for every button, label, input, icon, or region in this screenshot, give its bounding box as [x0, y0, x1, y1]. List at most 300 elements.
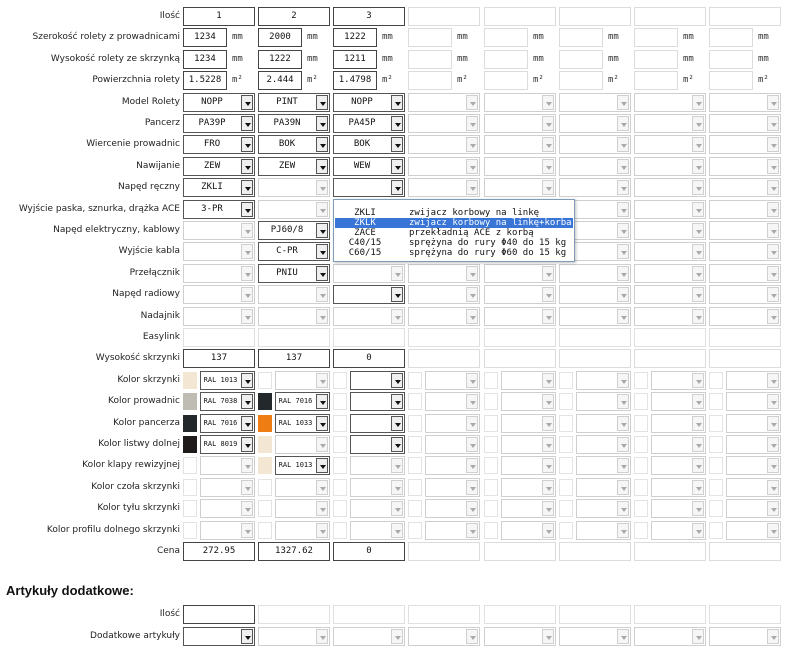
model-select[interactable] [709, 93, 781, 112]
chevron-down-icon[interactable] [391, 629, 403, 644]
height-input[interactable] [408, 50, 452, 69]
extras-articles-select[interactable] [258, 627, 330, 646]
extras-articles-select[interactable] [559, 627, 631, 646]
chevron-down-icon[interactable] [692, 394, 704, 409]
model-select[interactable] [634, 93, 706, 112]
kolor_pancerza-select[interactable] [425, 414, 480, 433]
naped-reczny-dropdown-list[interactable] [333, 199, 575, 262]
chevron-down-icon[interactable] [692, 480, 704, 495]
chevron-down-icon[interactable] [692, 95, 704, 110]
chevron-down-icon[interactable] [617, 437, 629, 452]
kolor_klapy-select[interactable] [501, 456, 556, 475]
chevron-down-icon[interactable] [617, 159, 629, 174]
extras-qty-input[interactable] [183, 605, 255, 624]
chevron-down-icon[interactable] [241, 480, 253, 495]
pancerz-select[interactable] [258, 114, 330, 133]
chevron-down-icon[interactable] [542, 501, 554, 516]
qty-input[interactable]: 2 [258, 7, 330, 26]
kolor_skrzynki-select[interactable] [425, 371, 480, 390]
chevron-down-icon[interactable] [316, 202, 328, 217]
width-input[interactable]: 2000 [258, 28, 302, 47]
kolor_listwy-select[interactable] [200, 435, 255, 454]
chevron-down-icon[interactable] [617, 180, 629, 195]
qty-input[interactable] [634, 7, 706, 26]
chevron-down-icon[interactable] [692, 523, 704, 538]
box-height-input[interactable] [408, 349, 480, 368]
chevron-down-icon[interactable] [241, 501, 253, 516]
height-input[interactable] [634, 50, 678, 69]
wyjscie_paska-select[interactable] [258, 200, 330, 219]
wiercenie-select[interactable] [183, 135, 255, 154]
chevron-down-icon[interactable] [692, 287, 704, 302]
chevron-down-icon[interactable] [241, 180, 253, 195]
przelacznik-select[interactable] [709, 264, 781, 283]
model-select[interactable] [559, 93, 631, 112]
chevron-down-icon[interactable] [241, 266, 253, 281]
kolor_tylu-select[interactable] [576, 499, 631, 518]
nadajnik-select[interactable] [183, 307, 255, 326]
kolor_profilu-select[interactable] [275, 521, 330, 540]
chevron-down-icon[interactable] [391, 159, 403, 174]
wyjscie_kabla-select[interactable] [709, 242, 781, 261]
nawijanie-select[interactable] [333, 157, 405, 176]
chevron-down-icon[interactable] [617, 95, 629, 110]
wyjscie_paska-select[interactable] [183, 200, 255, 219]
nadajnik-select[interactable] [333, 307, 405, 326]
wiercenie-select[interactable] [258, 135, 330, 154]
naped_reczny-select[interactable] [634, 178, 706, 197]
wiercenie-select[interactable] [333, 135, 405, 154]
chevron-down-icon[interactable] [466, 394, 478, 409]
kolor_prowadnic-select[interactable] [350, 392, 405, 411]
chevron-down-icon[interactable] [466, 416, 478, 431]
nawijanie-select[interactable] [258, 157, 330, 176]
width-input[interactable]: 1222 [333, 28, 377, 47]
kolor_skrzynki-select[interactable] [275, 371, 330, 390]
chevron-down-icon[interactable] [542, 159, 554, 174]
qty-input[interactable] [484, 7, 556, 26]
chevron-down-icon[interactable] [542, 287, 554, 302]
naped_reczny-select[interactable] [408, 178, 480, 197]
naped_elektryczny-select[interactable] [709, 221, 781, 240]
qty-input[interactable]: 3 [333, 7, 405, 26]
chevron-down-icon[interactable] [466, 373, 478, 388]
model-select[interactable] [258, 93, 330, 112]
wyjscie_kabla-select[interactable] [634, 242, 706, 261]
chevron-down-icon[interactable] [241, 202, 253, 217]
pancerz-select[interactable] [408, 114, 480, 133]
chevron-down-icon[interactable] [316, 437, 328, 452]
chevron-down-icon[interactable] [767, 437, 779, 452]
box-height-input[interactable]: 137 [258, 349, 330, 368]
chevron-down-icon[interactable] [692, 180, 704, 195]
chevron-down-icon[interactable] [617, 116, 629, 131]
model-select[interactable] [408, 93, 480, 112]
kolor_czola-select[interactable] [350, 478, 405, 497]
chevron-down-icon[interactable] [767, 180, 779, 195]
nadajnik-select[interactable] [408, 307, 480, 326]
kolor_skrzynki-select[interactable] [726, 371, 781, 390]
chevron-down-icon[interactable] [767, 244, 779, 259]
chevron-down-icon[interactable] [241, 523, 253, 538]
model-select[interactable] [333, 93, 405, 112]
area-output[interactable] [484, 71, 528, 90]
chevron-down-icon[interactable] [391, 458, 403, 473]
chevron-down-icon[interactable] [466, 437, 478, 452]
chevron-down-icon[interactable] [617, 223, 629, 238]
chevron-down-icon[interactable] [316, 223, 328, 238]
extras-articles-select[interactable] [183, 627, 255, 646]
chevron-down-icon[interactable] [241, 244, 253, 259]
chevron-down-icon[interactable] [316, 116, 328, 131]
kolor_pancerza-select[interactable] [275, 414, 330, 433]
model-select[interactable] [183, 93, 255, 112]
chevron-down-icon[interactable] [466, 480, 478, 495]
chevron-down-icon[interactable] [241, 373, 253, 388]
kolor_czola-select[interactable] [425, 478, 480, 497]
kolor_tylu-select[interactable] [651, 499, 706, 518]
chevron-down-icon[interactable] [617, 244, 629, 259]
price-output[interactable] [709, 542, 781, 561]
naped_radiowy-select[interactable] [484, 285, 556, 304]
chevron-down-icon[interactable] [466, 458, 478, 473]
chevron-down-icon[interactable] [466, 287, 478, 302]
chevron-down-icon[interactable] [391, 416, 403, 431]
wyjscie_paska-select[interactable] [709, 200, 781, 219]
kolor_tylu-select[interactable] [200, 499, 255, 518]
chevron-down-icon[interactable] [692, 458, 704, 473]
model-select[interactable] [484, 93, 556, 112]
chevron-down-icon[interactable] [617, 137, 629, 152]
chevron-down-icon[interactable] [316, 416, 328, 431]
chevron-down-icon[interactable] [466, 116, 478, 131]
chevron-down-icon[interactable] [391, 523, 403, 538]
nawijanie-select[interactable] [709, 157, 781, 176]
width-input[interactable] [634, 28, 678, 47]
naped_radiowy-select[interactable] [258, 285, 330, 304]
chevron-down-icon[interactable] [241, 458, 253, 473]
kolor_klapy-select[interactable] [425, 456, 480, 475]
kolor_prowadnic-select[interactable] [200, 392, 255, 411]
chevron-down-icon[interactable] [767, 309, 779, 324]
przelacznik-select[interactable] [634, 264, 706, 283]
chevron-down-icon[interactable] [767, 159, 779, 174]
chevron-down-icon[interactable] [767, 629, 779, 644]
width-input[interactable] [408, 28, 452, 47]
naped_reczny-select[interactable] [484, 178, 556, 197]
kolor_czola-select[interactable] [726, 478, 781, 497]
chevron-down-icon[interactable] [466, 95, 478, 110]
chevron-down-icon[interactable] [767, 416, 779, 431]
kolor_klapy-select[interactable] [275, 456, 330, 475]
width-input[interactable] [484, 28, 528, 47]
height-input[interactable] [484, 50, 528, 69]
chevron-down-icon[interactable] [542, 629, 554, 644]
height-input[interactable] [709, 50, 753, 69]
chevron-down-icon[interactable] [767, 523, 779, 538]
chevron-down-icon[interactable] [316, 137, 328, 152]
kolor_tylu-select[interactable] [275, 499, 330, 518]
chevron-down-icon[interactable] [692, 501, 704, 516]
kolor_klapy-select[interactable] [576, 456, 631, 475]
przelacznik-select[interactable] [183, 264, 255, 283]
kolor_listwy-select[interactable] [425, 435, 480, 454]
chevron-down-icon[interactable] [241, 159, 253, 174]
chevron-down-icon[interactable] [617, 480, 629, 495]
chevron-down-icon[interactable] [391, 116, 403, 131]
pancerz-select[interactable] [183, 114, 255, 133]
nawijanie-select[interactable] [183, 157, 255, 176]
chevron-down-icon[interactable] [391, 266, 403, 281]
nadajnik-select[interactable] [634, 307, 706, 326]
chevron-down-icon[interactable] [466, 180, 478, 195]
kolor_listwy-select[interactable] [501, 435, 556, 454]
kolor_prowadnic-select[interactable] [576, 392, 631, 411]
chevron-down-icon[interactable] [617, 287, 629, 302]
nawijanie-select[interactable] [559, 157, 631, 176]
nadajnik-select[interactable] [258, 307, 330, 326]
chevron-down-icon[interactable] [542, 95, 554, 110]
przelacznik-select[interactable] [333, 264, 405, 283]
chevron-down-icon[interactable] [316, 394, 328, 409]
extras-articles-select[interactable] [333, 627, 405, 646]
chevron-down-icon[interactable] [542, 266, 554, 281]
naped_radiowy-select[interactable] [183, 285, 255, 304]
chevron-down-icon[interactable] [767, 480, 779, 495]
chevron-down-icon[interactable] [391, 137, 403, 152]
chevron-down-icon[interactable] [241, 116, 253, 131]
przelacznik-select[interactable] [559, 264, 631, 283]
chevron-down-icon[interactable] [542, 437, 554, 452]
naped_reczny-select[interactable] [709, 178, 781, 197]
naped_radiowy-select[interactable] [408, 285, 480, 304]
chevron-down-icon[interactable] [466, 159, 478, 174]
chevron-down-icon[interactable] [692, 116, 704, 131]
width-input[interactable] [709, 28, 753, 47]
area-output[interactable]: 2.444 [258, 71, 302, 90]
przelacznik-select[interactable] [484, 264, 556, 283]
chevron-down-icon[interactable] [767, 137, 779, 152]
chevron-down-icon[interactable] [241, 223, 253, 238]
chevron-down-icon[interactable] [241, 137, 253, 152]
kolor_tylu-select[interactable] [501, 499, 556, 518]
chevron-down-icon[interactable] [692, 202, 704, 217]
chevron-down-icon[interactable] [767, 501, 779, 516]
pancerz-select[interactable] [709, 114, 781, 133]
area-output[interactable]: 1.5228 [183, 71, 227, 90]
przelacznik-select[interactable] [408, 264, 480, 283]
wiercenie-select[interactable] [634, 135, 706, 154]
extras-articles-select[interactable] [484, 627, 556, 646]
kolor_pancerza-select[interactable] [651, 414, 706, 433]
height-input[interactable]: 1222 [258, 50, 302, 69]
chevron-down-icon[interactable] [391, 373, 403, 388]
wyjscie_kabla-select[interactable] [258, 242, 330, 261]
chevron-down-icon[interactable] [391, 287, 403, 302]
price-output[interactable]: 272.95 [183, 542, 255, 561]
chevron-down-icon[interactable] [241, 287, 253, 302]
chevron-down-icon[interactable] [316, 501, 328, 516]
chevron-down-icon[interactable] [617, 501, 629, 516]
naped_radiowy-select[interactable] [634, 285, 706, 304]
nadajnik-select[interactable] [559, 307, 631, 326]
wiercenie-select[interactable] [709, 135, 781, 154]
kolor_profilu-select[interactable] [726, 521, 781, 540]
chevron-down-icon[interactable] [692, 223, 704, 238]
chevron-down-icon[interactable] [391, 180, 403, 195]
kolor_profilu-select[interactable] [425, 521, 480, 540]
chevron-down-icon[interactable] [466, 266, 478, 281]
kolor_czola-select[interactable] [576, 478, 631, 497]
kolor_pancerza-select[interactable] [726, 414, 781, 433]
kolor_skrzynki-select[interactable] [501, 371, 556, 390]
dropdown-option[interactable] [335, 238, 573, 248]
chevron-down-icon[interactable] [391, 95, 403, 110]
box-height-input[interactable]: 137 [183, 349, 255, 368]
wiercenie-select[interactable] [484, 135, 556, 154]
price-output[interactable] [634, 542, 706, 561]
przelacznik-select[interactable] [258, 264, 330, 283]
area-output[interactable] [559, 71, 603, 90]
area-output[interactable] [408, 71, 452, 90]
kolor_listwy-select[interactable] [350, 435, 405, 454]
chevron-down-icon[interactable] [617, 202, 629, 217]
kolor_prowadnic-select[interactable] [425, 392, 480, 411]
naped_reczny-select[interactable] [333, 178, 405, 197]
height-input[interactable]: 1211 [333, 50, 377, 69]
chevron-down-icon[interactable] [542, 137, 554, 152]
area-output[interactable] [634, 71, 678, 90]
chevron-down-icon[interactable] [767, 223, 779, 238]
chevron-down-icon[interactable] [466, 629, 478, 644]
kolor_klapy-select[interactable] [200, 456, 255, 475]
chevron-down-icon[interactable] [617, 629, 629, 644]
kolor_pancerza-select[interactable] [200, 414, 255, 433]
price-output[interactable]: 1327.62 [258, 542, 330, 561]
kolor_pancerza-select[interactable] [576, 414, 631, 433]
chevron-down-icon[interactable] [617, 416, 629, 431]
kolor_prowadnic-select[interactable] [275, 392, 330, 411]
kolor_czola-select[interactable] [275, 478, 330, 497]
kolor_listwy-select[interactable] [576, 435, 631, 454]
naped_elektryczny-select[interactable] [258, 221, 330, 240]
nawijanie-select[interactable] [484, 157, 556, 176]
naped_reczny-select[interactable] [258, 178, 330, 197]
chevron-down-icon[interactable] [466, 137, 478, 152]
width-input[interactable] [559, 28, 603, 47]
chevron-down-icon[interactable] [316, 629, 328, 644]
chevron-down-icon[interactable] [542, 480, 554, 495]
chevron-down-icon[interactable] [542, 416, 554, 431]
chevron-down-icon[interactable] [617, 523, 629, 538]
height-input[interactable] [559, 50, 603, 69]
chevron-down-icon[interactable] [767, 266, 779, 281]
naped_reczny-select[interactable] [559, 178, 631, 197]
kolor_prowadnic-select[interactable] [501, 392, 556, 411]
height-input[interactable]: 1234 [183, 50, 227, 69]
box-height-input[interactable] [709, 349, 781, 368]
kolor_tylu-select[interactable] [726, 499, 781, 518]
kolor_profilu-select[interactable] [200, 521, 255, 540]
kolor_listwy-select[interactable] [651, 435, 706, 454]
kolor_listwy-select[interactable] [726, 435, 781, 454]
chevron-down-icon[interactable] [316, 373, 328, 388]
chevron-down-icon[interactable] [542, 458, 554, 473]
naped_radiowy-select[interactable] [559, 285, 631, 304]
kolor_profilu-select[interactable] [576, 521, 631, 540]
box-height-input[interactable] [559, 349, 631, 368]
kolor_listwy-select[interactable] [275, 435, 330, 454]
box-height-input[interactable] [634, 349, 706, 368]
kolor_skrzynki-select[interactable] [200, 371, 255, 390]
kolor_klapy-select[interactable] [350, 456, 405, 475]
chevron-down-icon[interactable] [767, 287, 779, 302]
qty-input[interactable] [559, 7, 631, 26]
chevron-down-icon[interactable] [316, 287, 328, 302]
kolor_skrzynki-select[interactable] [576, 371, 631, 390]
chevron-down-icon[interactable] [241, 95, 253, 110]
chevron-down-icon[interactable] [542, 116, 554, 131]
chevron-down-icon[interactable] [316, 244, 328, 259]
price-output[interactable]: 0 [333, 542, 405, 561]
chevron-down-icon[interactable] [617, 373, 629, 388]
chevron-down-icon[interactable] [316, 458, 328, 473]
naped_elektryczny-select[interactable] [183, 221, 255, 240]
chevron-down-icon[interactable] [542, 394, 554, 409]
chevron-down-icon[interactable] [617, 394, 629, 409]
chevron-down-icon[interactable] [617, 458, 629, 473]
kolor_czola-select[interactable] [501, 478, 556, 497]
extras-articles-select[interactable] [408, 627, 480, 646]
chevron-down-icon[interactable] [391, 501, 403, 516]
chevron-down-icon[interactable] [767, 394, 779, 409]
chevron-down-icon[interactable] [692, 244, 704, 259]
chevron-down-icon[interactable] [542, 373, 554, 388]
area-output[interactable] [709, 71, 753, 90]
chevron-down-icon[interactable] [466, 309, 478, 324]
kolor_skrzynki-select[interactable] [651, 371, 706, 390]
nawijanie-select[interactable] [408, 157, 480, 176]
chevron-down-icon[interactable] [316, 523, 328, 538]
chevron-down-icon[interactable] [692, 373, 704, 388]
extras-articles-select[interactable] [634, 627, 706, 646]
chevron-down-icon[interactable] [316, 95, 328, 110]
chevron-down-icon[interactable] [391, 309, 403, 324]
pancerz-select[interactable] [333, 114, 405, 133]
naped_radiowy-select[interactable] [333, 285, 405, 304]
chevron-down-icon[interactable] [466, 523, 478, 538]
chevron-down-icon[interactable] [316, 480, 328, 495]
chevron-down-icon[interactable] [767, 95, 779, 110]
chevron-down-icon[interactable] [542, 180, 554, 195]
chevron-down-icon[interactable] [391, 437, 403, 452]
price-output[interactable] [484, 542, 556, 561]
price-output[interactable] [408, 542, 480, 561]
nadajnik-select[interactable] [484, 307, 556, 326]
chevron-down-icon[interactable] [316, 309, 328, 324]
chevron-down-icon[interactable] [241, 629, 253, 644]
dropdown-option[interactable] [335, 208, 573, 218]
kolor_pancerza-select[interactable] [501, 414, 556, 433]
pancerz-select[interactable] [484, 114, 556, 133]
kolor_skrzynki-select[interactable] [350, 371, 405, 390]
chevron-down-icon[interactable] [316, 159, 328, 174]
extras-articles-select[interactable] [709, 627, 781, 646]
chevron-down-icon[interactable] [767, 202, 779, 217]
chevron-down-icon[interactable] [241, 437, 253, 452]
chevron-down-icon[interactable] [241, 309, 253, 324]
kolor_klapy-select[interactable] [726, 456, 781, 475]
